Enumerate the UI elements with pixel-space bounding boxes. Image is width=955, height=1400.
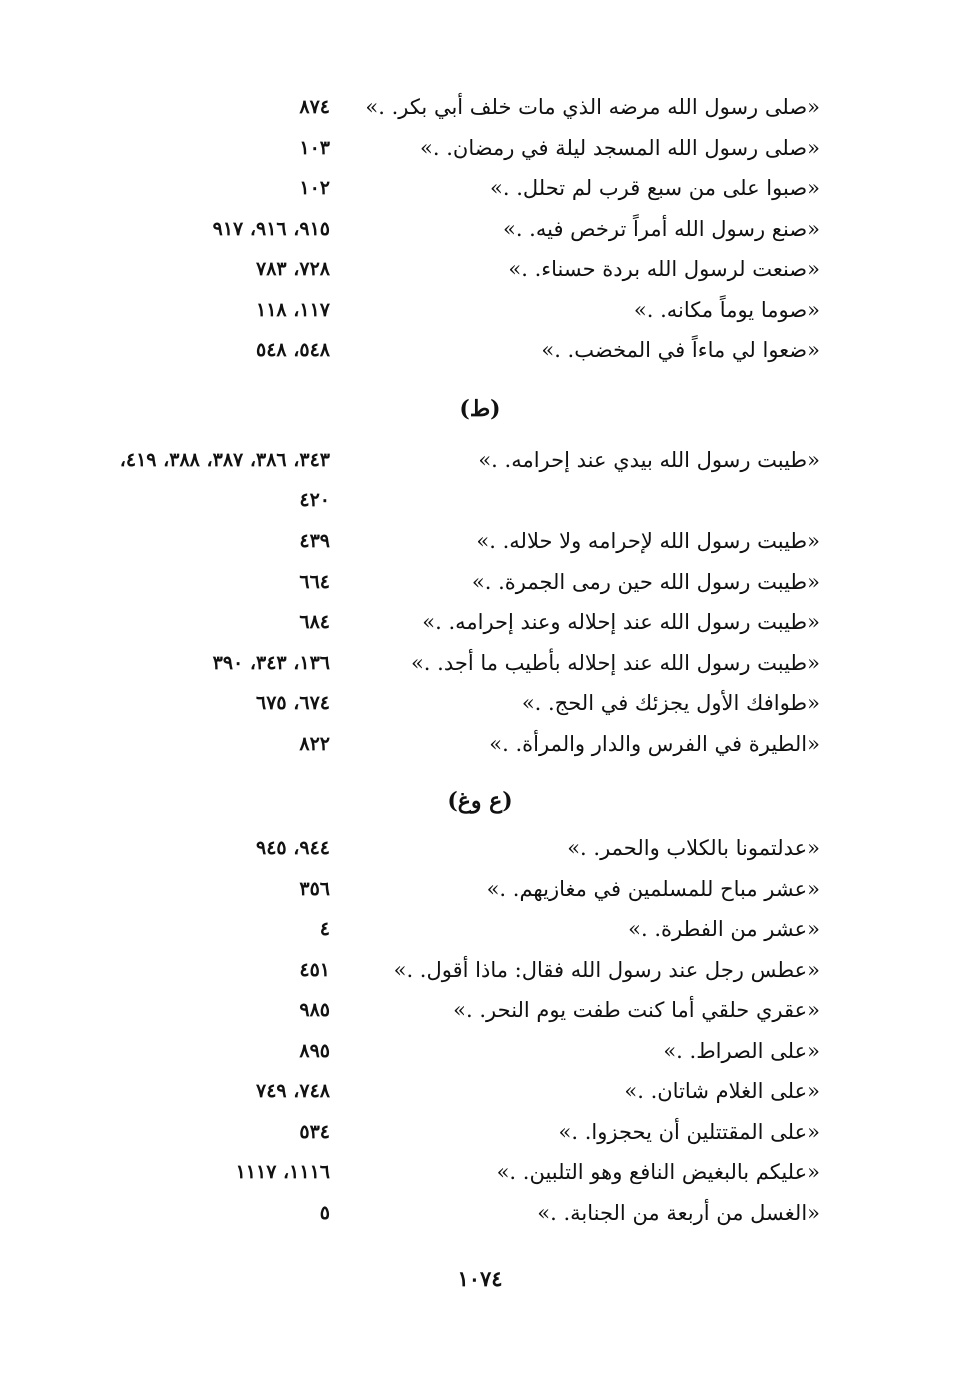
index-entry — [0, 828, 955, 869]
index-entry — [0, 562, 955, 603]
page-refs: ٩١٥، ٩١٦، ٩١٧ — [212, 217, 330, 240]
hadith-text: «على الغلام شاتان. .» — [624, 1079, 820, 1103]
hadith-text: «طيبت رسول الله بيدي عند إحرامه. .» — [478, 448, 820, 472]
index-entry — [0, 724, 955, 765]
hadith-text: «على المقتتلين أن يحجزوا. .» — [558, 1119, 820, 1144]
section-ta — [0, 440, 955, 764]
page-refs: ٩٨٥ — [299, 999, 330, 1021]
page-refs: ١٠٢ — [299, 177, 330, 199]
index-entry — [0, 1112, 955, 1153]
hadith-text: «الطيرة في الفرس والدار والمرأة. .» — [489, 731, 820, 756]
page-refs: ٥٤٨، ٥٤٨ — [256, 339, 330, 361]
index-entry — [0, 1193, 955, 1234]
section-heading-ta: (ط) — [459, 396, 501, 422]
hadith-text: «عطس رجل عند رسول الله فقال: ماذا أقول. .» — [393, 957, 820, 982]
page-refs: ٨٩٥ — [299, 1039, 330, 1062]
index-entry — [0, 87, 955, 128]
page-refs: ٣٥٦ — [299, 877, 330, 900]
section-heading-ain-ghain: (ع وغ) — [447, 788, 513, 814]
section-ain-ghain — [0, 828, 955, 1233]
hadith-text: «عشر مباح للمسلمين في مغازيهم. .» — [486, 876, 820, 901]
hadith-text: «عشر من الفطرة. .» — [628, 917, 820, 941]
index-entry — [0, 643, 955, 684]
hadith-text: «صلى رسول الله مرضه الذي مات خلف أبي بكر. .» — [365, 95, 820, 119]
page-number: ١٠٧٤ — [457, 1266, 503, 1291]
index-entry — [0, 602, 955, 643]
index-entry — [0, 168, 955, 209]
index-entry — [0, 683, 955, 724]
page-refs: ٥٣٤ — [299, 1120, 330, 1143]
index-entry — [0, 128, 955, 169]
page-refs: ٤ — [319, 918, 330, 940]
hadith-text: «طوافك الأول يجزئك في الحج. .» — [521, 691, 820, 715]
index-entry — [0, 990, 955, 1031]
hadith-text: «عقري حلقي أما كنت طفت يوم النحر. .» — [453, 998, 820, 1022]
hadith-text: «الغسل من أربعة من الجنابة. .» — [537, 1200, 820, 1225]
hadith-text: «طيبت رسول الله حين رمى الجمرة. .» — [471, 569, 820, 594]
index-entry — [0, 950, 955, 991]
page-refs: ٧٢٨، ٧٨٣ — [256, 258, 330, 280]
index-entry — [0, 1071, 955, 1112]
hadith-text: «طيبت رسول الله عند إحلاله وعند إحرامه. .» — [422, 610, 820, 634]
hadith-text: «صلى رسول الله المسجد ليلة في رمضان. .» — [420, 135, 820, 160]
page-refs: ٧٤٨، ٧٤٩ — [256, 1080, 330, 1102]
page-refs: ١١٧، ١١٨ — [256, 298, 330, 321]
hadith-text: «ضعوا لي ماءاً في المخضب. .» — [541, 338, 820, 362]
index-entry — [0, 869, 955, 910]
hadith-text: «عدلتمونا بالكلاب والحمر. .» — [567, 836, 820, 860]
hadith-text: «عليكم بالبغيض النافع وهو التلبين. .» — [496, 1160, 820, 1184]
index-entry — [0, 249, 955, 290]
page-refs: ٦٦٤ — [299, 570, 330, 593]
page-refs: ٥ — [319, 1201, 330, 1224]
page-refs: ١٠٣ — [299, 136, 330, 159]
hadith-text: «طيبت رسول الله لإحرامه ولا حلاله. .» — [476, 529, 820, 553]
index-entry — [0, 909, 955, 950]
page-refs: ٩٤٤، ٩٤٥ — [256, 837, 330, 859]
page-refs: ٦٨٤ — [299, 611, 330, 633]
page-refs: ٤٥١ — [299, 958, 330, 981]
page-refs: ٦٧٤، ٦٧٥ — [256, 692, 330, 714]
index-entry — [0, 1031, 955, 1072]
page-refs: ١٣٦، ٣٤٣، ٣٩٠ — [212, 651, 330, 674]
page-refs: ٣٤٣، ٣٨٦، ٣٨٧، ٣٨٨، ٤١٩، ٤٢٠ — [119, 449, 330, 511]
hadith-text: «صبوا على من سبع قرب لم تحلل. .» — [490, 176, 820, 200]
hadith-text: «صوما يوماً مكانه. .» — [633, 297, 820, 322]
index-entry — [0, 290, 955, 331]
page-refs: ٨٢٢ — [299, 732, 330, 755]
hadith-text: «صنع رسول الله أمراً ترخص فيه. .» — [502, 216, 820, 241]
page-refs: ٤٣٩ — [299, 530, 330, 552]
section-sad — [0, 87, 955, 371]
index-entry — [0, 209, 955, 250]
index-entry — [0, 330, 955, 371]
page-refs: ١١١٦، ١١١٧ — [235, 1161, 330, 1183]
hadith-text: «على الصراط. .» — [663, 1038, 820, 1063]
index-entry — [0, 1152, 955, 1193]
page-refs: ٨٧٤ — [299, 96, 330, 118]
hadith-text: «طيبت رسول الله عند إحلاله بأطيب ما أجد. .» — [410, 650, 820, 675]
hadith-text: «صنعت لرسول الله بردة حسناء. .» — [508, 257, 820, 281]
index-entry — [0, 440, 955, 521]
index-entry — [0, 521, 955, 562]
